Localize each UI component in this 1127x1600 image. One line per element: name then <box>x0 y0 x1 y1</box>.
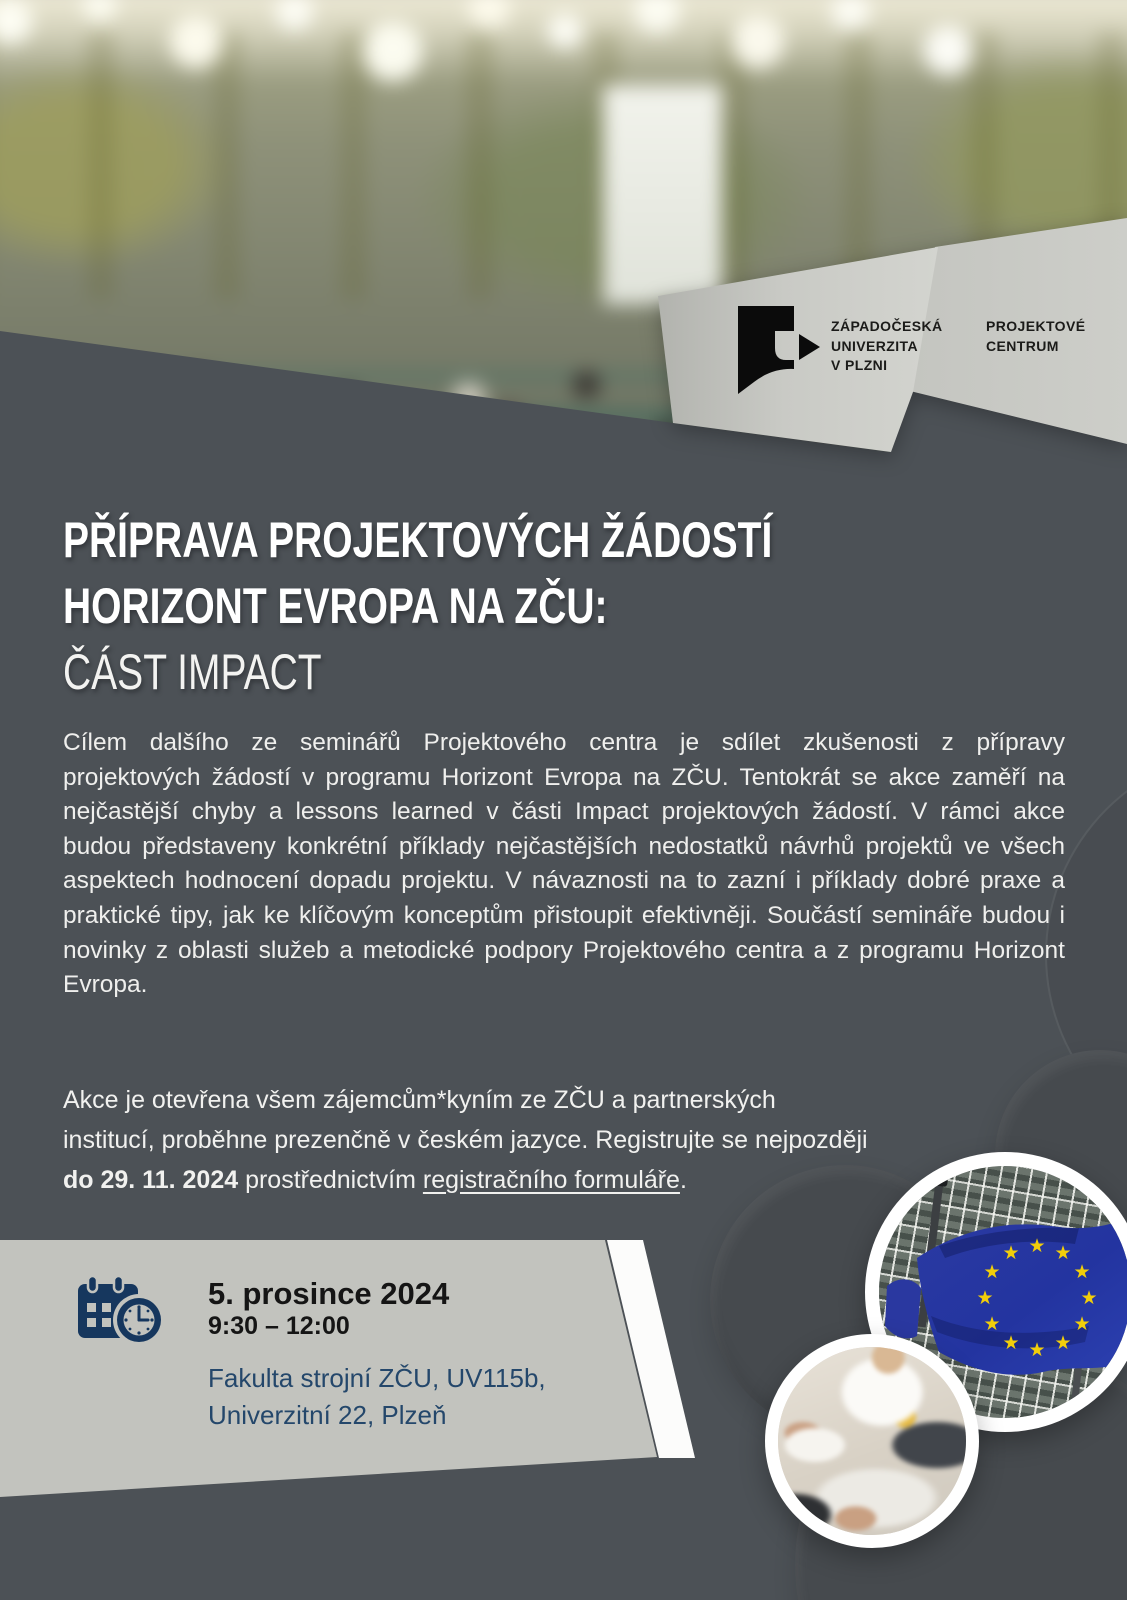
meeting-photo <box>765 1334 979 1548</box>
svg-text:★: ★ <box>1002 1332 1020 1354</box>
svg-text:★: ★ <box>1054 1242 1072 1264</box>
svg-text:★: ★ <box>1080 1287 1098 1309</box>
university-name: ZÁPADOČESKÁ UNIVERZITA V PLZNI <box>831 318 943 373</box>
svg-text:★: ★ <box>1054 1332 1072 1354</box>
event-time: 9:30 – 12:00 <box>208 1312 350 1340</box>
registration-middle: prostřednictvím <box>238 1166 423 1194</box>
logo-banner-shape <box>0 0 1127 500</box>
svg-text:★: ★ <box>1028 1235 1046 1257</box>
registration-line-1: Akce je otevřena všem zájemcům*kyním ze ZČU a partnerských <box>63 1086 776 1114</box>
page-title <box>63 507 972 705</box>
title-line-3: ČÁST IMPACT <box>63 644 322 700</box>
svg-text:★: ★ <box>983 1261 1001 1283</box>
zcu-logo-icon <box>738 306 822 396</box>
svg-text:★: ★ <box>976 1287 994 1309</box>
event-date: 5. prosince 2024 <box>208 1276 450 1311</box>
event-location: Fakulta strojní ZČU, UV115b, Univerzitní 22, Plzeň <box>208 1363 546 1430</box>
registration-period: . <box>679 1166 687 1194</box>
project-center-label: PROJEKTOVÉ CENTRUM <box>986 318 1086 354</box>
seminar-description: Cílem dalšího ze seminářů Projektového centra je sdílet zkušenosti z přípravy projektových žádostí v programu Horizont Evropa na ZČU. Tentokrát se akce zaměří na nejčastější chyby a lessons learned v části Impact projektových žádostí. V rámci akce budou představeny konkrétní příklady nejčastějších nedostatků návrhů projektů ve všech aspektech hodnocení dopadu projektu. V návaznosti na to zazní i příklady dobré praxe a praktické tipy, jak ke klíčovým konceptům přistoupit efektivněji. Součástí semináře budou i novinky z oblasti služeb a metodické podpory Projektového centra a z programu Horizont Evropa. <box>63 729 1065 999</box>
svg-text:★: ★ <box>1073 1261 1091 1283</box>
svg-text:★: ★ <box>1073 1313 1091 1335</box>
svg-text:★: ★ <box>983 1313 1001 1335</box>
registration-deadline: do 29. 11. 2024 <box>63 1166 239 1194</box>
svg-text:★: ★ <box>1028 1339 1046 1361</box>
title-line-1: PŘÍPRAVA PROJEKTOVÝCH ŽÁDOSTÍ <box>63 512 773 568</box>
registration-line-2: institucí, proběhne prezenčně v českém jazyce. Registrujte se nejpozději <box>63 1126 868 1154</box>
calendar-clock-icon <box>76 1276 166 1346</box>
registration-form-link[interactable]: registračního formuláře <box>422 1166 680 1194</box>
svg-text:★: ★ <box>1002 1242 1020 1264</box>
title-line-2: HORIZONT EVROPA NA ZČU: <box>63 578 608 634</box>
